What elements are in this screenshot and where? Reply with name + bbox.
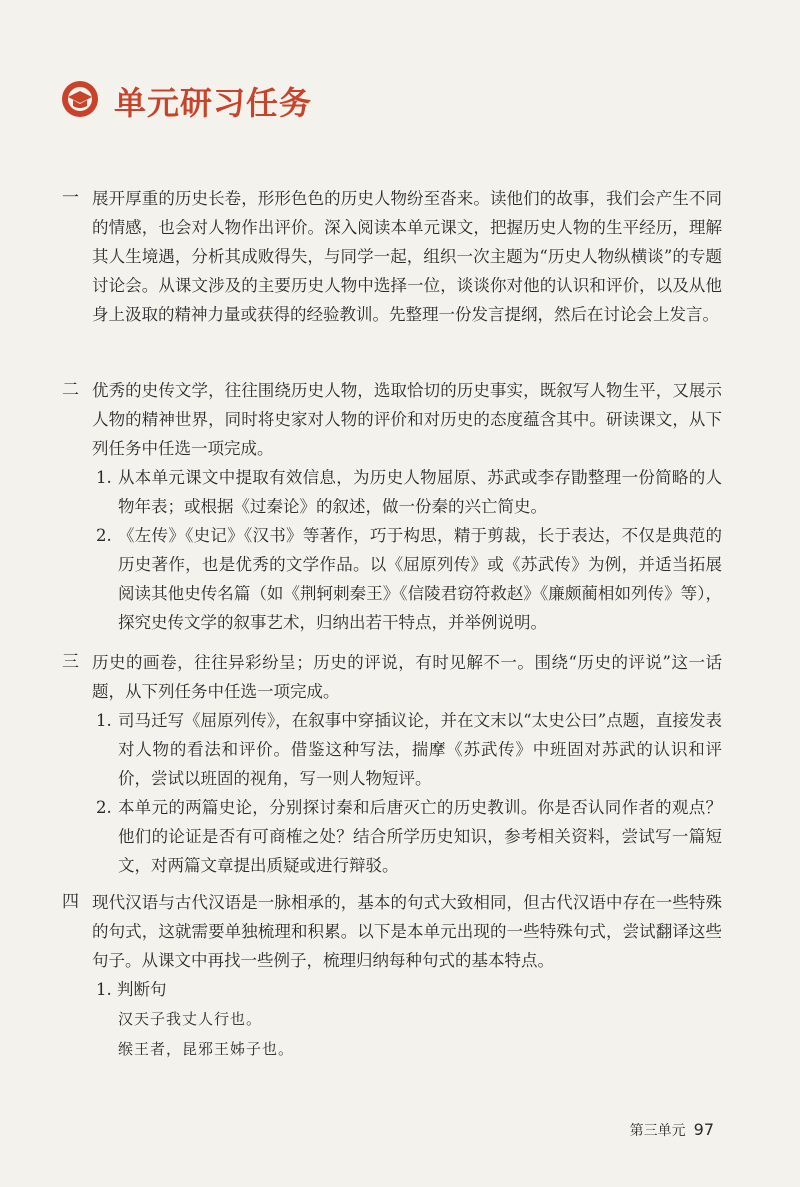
page-title: 单元研习任务	[114, 84, 313, 122]
graduation-cap-icon	[60, 79, 100, 123]
page-header	[60, 78, 312, 124]
sub-task	[96, 463, 722, 521]
task-section-2	[62, 376, 722, 637]
sub-task-text: 司马迁写《屈原列传》，在叙事中穿插议论，并在文末以“太史公曰”点题，直接发表对人物的看法和评价。借鉴这种写法，揣摩《苏武传》中班固对苏武的认识和评价，尝试以班固的视角，写一则人物短评。	[118, 711, 722, 788]
sub-task	[96, 521, 722, 637]
section-number: 二	[62, 380, 79, 400]
task-section-1	[62, 184, 722, 329]
section-text: 优秀的史传文学，往往围绕历史人物，选取恰切的历史事实，既叙写人物生平，又展示人物的精神世界，同时将史家对人物的评价和对历史的态度蕴含其中。研读课文，从下列任务中任选一项完成。	[92, 381, 722, 458]
section-number: 四	[62, 892, 79, 912]
sub-heading: 1. 判断句	[96, 980, 167, 999]
page-number: 97	[693, 1120, 714, 1139]
sub-task	[96, 793, 722, 880]
sub-task-text: 《左传》《史记》《汉书》等著作，巧于构思，精于剪裁，长于表达，不仅是典范的历史著作，也是优秀的文学作品。以《屈原列传》或《苏武传》为例，并适当拓展阅读其他史传名篇（如《荆轲刺秦王》《信陵君窃符救赵》《廉颇蔺相如列传》等），探究史传文学的叙事艺术，归纳出若干特点，并举例说明。	[118, 526, 722, 632]
example-sentence: 缑王者，昆邪王姊子也。	[118, 1040, 295, 1058]
section-text: 历史的画卷，往往异彩纷呈；历史的评说，有时见解不一。围绕“历史的评说”这一话题，从下列任务中任选一项完成。	[92, 653, 722, 701]
sub-task-number: 2.	[96, 798, 112, 817]
sub-task-number: 1.	[96, 711, 112, 730]
sub-task-text: 从本单元课文中提取有效信息，为历史人物屈原、苏武或李存勖整理一份简略的人物年表；或根据《过秦论》的叙述，做一份秦的兴亡简史。	[118, 468, 722, 516]
section-number: 三	[62, 652, 79, 672]
section-text: 现代汉语与古代汉语是一脉相承的，基本的句式大致相同，但古代汉语中存在一些特殊的句式，这就需要单独梳理和积累。以下是本单元出现的一些特殊句式，尝试翻译这些句子。从课文中再找一些例子，梳理归纳每种句式的基本特点。	[92, 893, 722, 970]
task-section-4	[62, 888, 722, 1064]
example-sentence: 汉天子我丈人行也。	[118, 1010, 263, 1028]
sub-task	[96, 706, 722, 793]
task-section-3	[62, 648, 722, 880]
section-number: 一	[62, 188, 79, 208]
page-footer	[630, 1120, 714, 1140]
section-text: 展开厚重的历史长卷，形形色色的历史人物纷至沓来。读他们的故事，我们会产生不同的情感，也会对人物作出评价。深入阅读本单元课文，把握历史人物的生平经历，理解其人生境遇，分析其成败得失，与同学一起，组织一次主题为“历史人物纵横谈”的专题讨论会。从课文涉及的主要历史人物中选择一位，谈谈你对他的认识和评价，以及从他身上汲取的精神力量或获得的经验教训。先整理一份发言提纲，然后在讨论会上发言。	[92, 189, 722, 324]
sub-task-number: 1.	[96, 468, 112, 487]
unit-label: 第三单元	[629, 1123, 686, 1139]
sub-task-text: 本单元的两篇史论，分别探讨秦和后唐灭亡的历史教训。你是否认同作者的观点？他们的论证是否有可商榷之处？结合所学历史知识，参考相关资料，尝试写一篇短文，对两篇文章提出质疑或进行辩驳。	[118, 798, 722, 875]
sub-task-number: 2.	[96, 526, 112, 545]
